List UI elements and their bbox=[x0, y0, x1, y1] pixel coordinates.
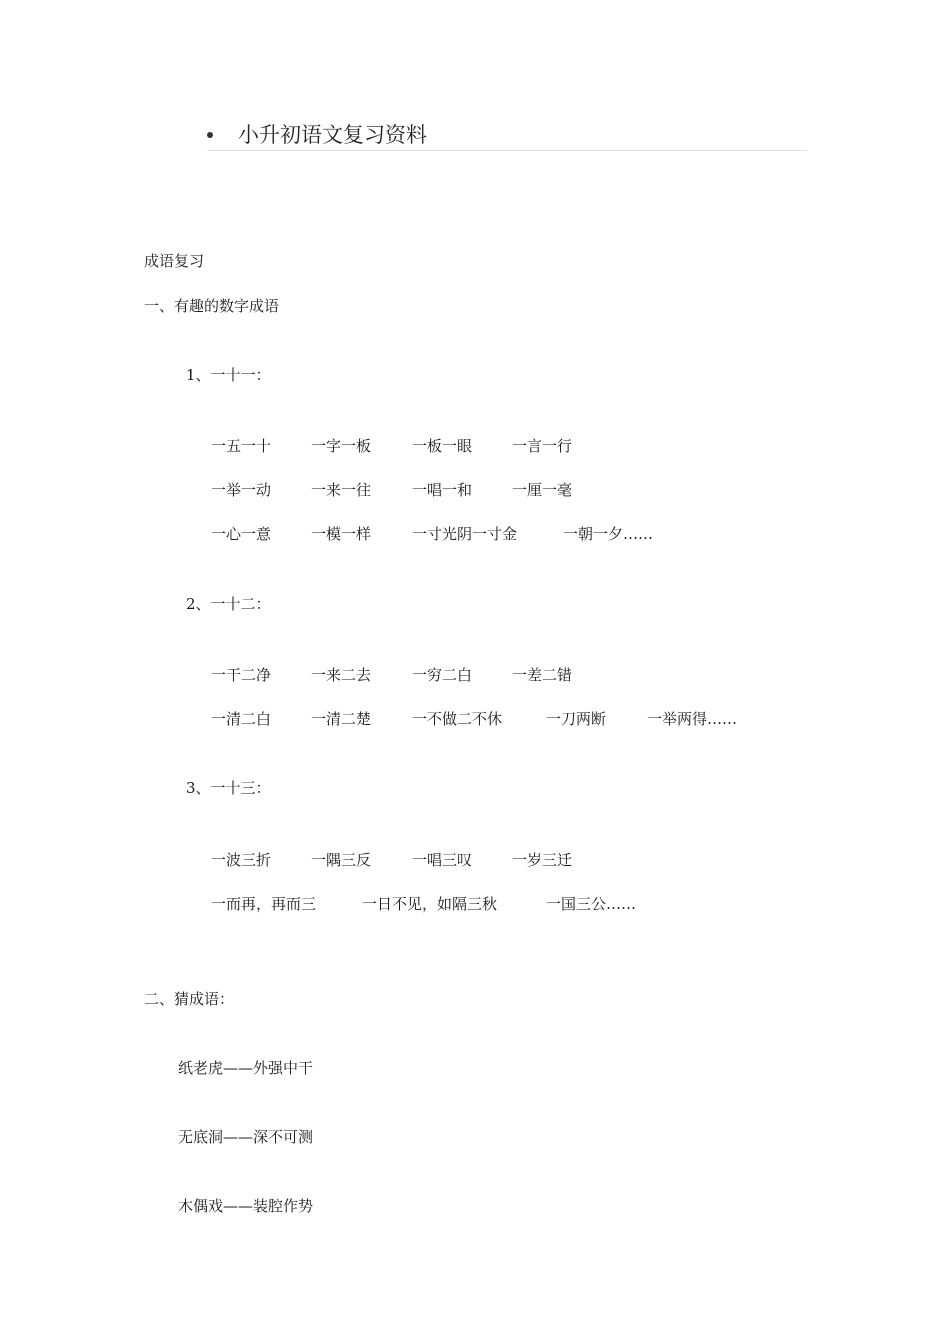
part2-heading: 二、猜成语： bbox=[144, 990, 235, 1008]
group1-label: 1、一十一： bbox=[186, 366, 271, 384]
section-heading: 成语复习 bbox=[144, 252, 205, 270]
idiom: 一心一意 bbox=[211, 525, 272, 543]
idiom: 一来二去 bbox=[311, 666, 372, 684]
idiom: 一穷二白 bbox=[412, 666, 473, 684]
idiom: 一清二楚 bbox=[311, 710, 372, 728]
idiom: 一举一动 bbox=[211, 481, 272, 499]
idiom: 一模一样 bbox=[311, 525, 372, 543]
idiom: 一朝一夕…… bbox=[563, 525, 654, 543]
idiom: 一唱一和 bbox=[412, 481, 473, 499]
idiom: 一而再，再而三 bbox=[211, 895, 317, 913]
idiom: 一板一眼 bbox=[412, 437, 473, 455]
part1-heading: 一、有趣的数字成语 bbox=[144, 297, 280, 315]
idiom: 一干二净 bbox=[211, 666, 272, 684]
riddle-item: 木偶戏——装腔作势 bbox=[178, 1197, 314, 1215]
riddle-item: 纸老虎——外强中干 bbox=[178, 1059, 314, 1077]
idiom: 一日不见，如隔三秋 bbox=[362, 895, 498, 913]
idiom: 一来一往 bbox=[311, 481, 372, 499]
idiom: 一刀两断 bbox=[546, 710, 607, 728]
idiom: 一厘一毫 bbox=[512, 481, 573, 499]
riddle-item: 无底洞——深不可测 bbox=[178, 1128, 314, 1146]
idiom: 一字一板 bbox=[311, 437, 372, 455]
idiom: 一差二错 bbox=[512, 666, 573, 684]
idiom: 一五一十 bbox=[211, 437, 272, 455]
idiom: 一国三公…… bbox=[546, 895, 637, 913]
group2-label: 2、一十二： bbox=[186, 595, 271, 613]
idiom: 一言一行 bbox=[512, 437, 573, 455]
idiom: 一不做二不休 bbox=[412, 710, 503, 728]
idiom: 一隅三反 bbox=[311, 851, 372, 869]
idiom: 一岁三迁 bbox=[512, 851, 573, 869]
document-title-row bbox=[207, 122, 807, 151]
document-title: 小升初语文复习资料 bbox=[238, 123, 427, 147]
idiom: 一举两得…… bbox=[647, 710, 738, 728]
idiom: 一波三折 bbox=[211, 851, 272, 869]
idiom: 一寸光阴一寸金 bbox=[412, 525, 518, 543]
idiom: 一唱三叹 bbox=[412, 851, 473, 869]
bullet-icon bbox=[207, 132, 213, 138]
idiom: 一清二白 bbox=[211, 710, 272, 728]
group3-label: 3、一十三： bbox=[186, 779, 271, 797]
